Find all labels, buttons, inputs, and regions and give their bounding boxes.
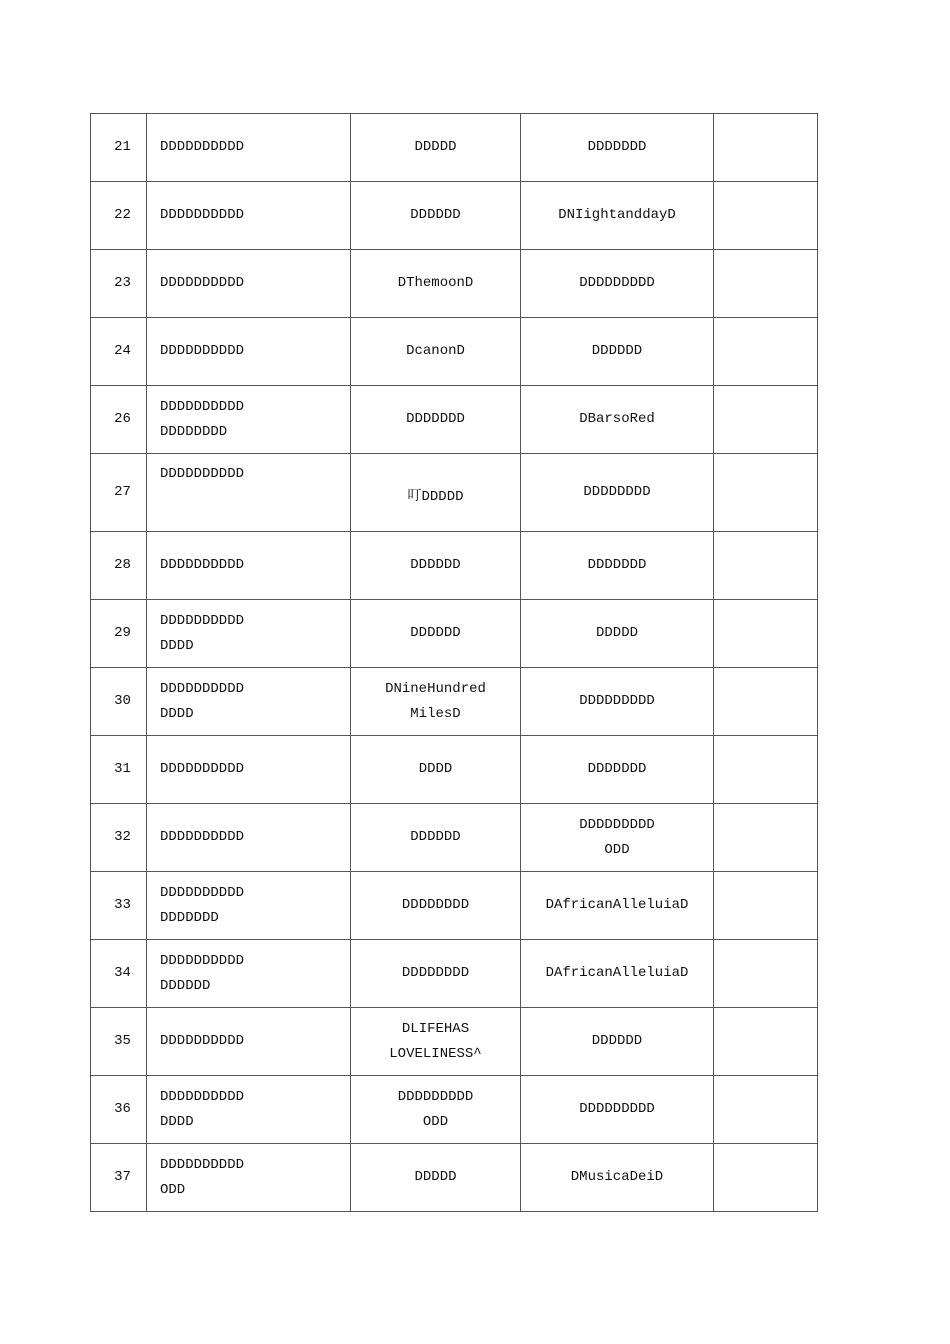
cell-line: MilesD xyxy=(410,705,461,722)
cell-notes xyxy=(714,114,818,182)
cell-detail xyxy=(521,668,714,736)
cell-title xyxy=(147,250,351,318)
row-number: 32 xyxy=(91,804,147,872)
cell-line: DAfricanAlleluiaD xyxy=(545,897,689,913)
cell-piece xyxy=(351,532,521,600)
cell-piece xyxy=(351,454,521,532)
cell-detail xyxy=(521,736,714,804)
cell-notes xyxy=(714,600,818,668)
cell-line: DDDDDDDDDD xyxy=(160,275,245,291)
cell-line: 叮DDDDD xyxy=(407,489,464,505)
row-number: 24 xyxy=(91,318,147,386)
cell-notes xyxy=(714,318,818,386)
cell-piece xyxy=(351,386,521,454)
cell-detail xyxy=(521,114,714,182)
cell-detail xyxy=(521,1144,714,1212)
cell-line: DDDDDDDDD xyxy=(579,816,655,833)
cell-line: DDDDDDDDD xyxy=(579,1101,655,1117)
cell-line: DDDDDDD xyxy=(587,139,647,155)
cell-line: DDDDDD xyxy=(160,977,211,994)
cell-title xyxy=(147,600,351,668)
cell-title xyxy=(147,872,351,940)
cell-detail xyxy=(521,386,714,454)
cell-detail xyxy=(521,250,714,318)
cell-notes xyxy=(714,1076,818,1144)
cell-line: DThemoonD xyxy=(397,275,474,291)
cell-piece xyxy=(351,804,521,872)
table-row xyxy=(91,318,818,386)
cell-notes xyxy=(714,532,818,600)
cell-title xyxy=(147,668,351,736)
cell-line: DDDDDDDD xyxy=(401,897,470,913)
cell-detail xyxy=(521,1008,714,1076)
cell-detail xyxy=(521,532,714,600)
row-number: 28 xyxy=(91,532,147,600)
table-row xyxy=(91,182,818,250)
table-row xyxy=(91,872,818,940)
cell-piece xyxy=(351,250,521,318)
table-row xyxy=(91,1076,818,1144)
cell-line: DDDD xyxy=(160,637,194,654)
row-number: 29 xyxy=(91,600,147,668)
table-row xyxy=(91,114,818,182)
table-row xyxy=(91,250,818,318)
cell-line: DDDD xyxy=(160,1113,194,1130)
table-row xyxy=(91,454,818,532)
cell-line: DDDDDDDD xyxy=(401,965,470,981)
cell-line: DDDD xyxy=(418,761,453,777)
cell-line: ODD xyxy=(422,1113,449,1130)
cell-line: DDDDDDD xyxy=(587,557,647,573)
row-number: 23 xyxy=(91,250,147,318)
cell-detail xyxy=(521,600,714,668)
cell-line: DDDDDDDDD xyxy=(579,693,655,709)
cell-line: DDDDDDDD xyxy=(583,484,651,500)
cell-notes xyxy=(714,250,818,318)
cell-piece xyxy=(351,736,521,804)
row-number: 37 xyxy=(91,1144,147,1212)
row-number: 27 xyxy=(91,454,147,532)
table-row xyxy=(91,600,818,668)
cell-detail xyxy=(521,318,714,386)
cell-notes xyxy=(714,736,818,804)
cell-notes xyxy=(714,1008,818,1076)
cell-detail xyxy=(521,1076,714,1144)
cell-line: ODD xyxy=(604,841,630,858)
cell-title xyxy=(147,386,351,454)
cell-line: DDDDDDD xyxy=(587,761,647,777)
cell-notes xyxy=(714,386,818,454)
cell-line: DDDDDDDDDD xyxy=(160,680,245,697)
cell-line: DDDDDD xyxy=(410,557,461,573)
cell-line: DDDDDDDDDD xyxy=(160,343,245,359)
cell-title xyxy=(147,114,351,182)
cell-line: DDDDDDDDDD xyxy=(160,398,245,415)
cell-title xyxy=(147,182,351,250)
table-row xyxy=(91,1008,818,1076)
cell-piece xyxy=(351,114,521,182)
cell-line: DDDDDDDDDD xyxy=(160,952,245,969)
cell-line: DDDDDDDDDD xyxy=(160,139,245,155)
cell-line: DDDDDDD xyxy=(160,909,219,926)
cell-title xyxy=(147,804,351,872)
table-row xyxy=(91,1144,818,1212)
cell-detail xyxy=(521,454,714,532)
cell-title xyxy=(147,318,351,386)
cell-line: DMusicaDeiD xyxy=(570,1169,664,1185)
cell-line: ODD xyxy=(160,1181,186,1198)
row-number: 35 xyxy=(91,1008,147,1076)
cell-line: DDDDD xyxy=(595,625,638,641)
table-row xyxy=(91,940,818,1008)
cell-piece xyxy=(351,1008,521,1076)
cell-line: DcanonD xyxy=(406,343,465,359)
cell-line: DDDDDDDDDD xyxy=(160,557,245,573)
cell-title xyxy=(147,1144,351,1212)
row-number: 34 xyxy=(91,940,147,1008)
cell-detail xyxy=(521,940,714,1008)
cell-line: DAfricanAlleluiaD xyxy=(545,965,689,981)
row-number: 26 xyxy=(91,386,147,454)
cell-detail xyxy=(521,804,714,872)
row-number: 21 xyxy=(91,114,147,182)
cell-piece xyxy=(351,668,521,736)
cell-notes xyxy=(714,668,818,736)
cell-line: DDDDDD xyxy=(591,343,643,359)
cell-piece xyxy=(351,872,521,940)
table-row xyxy=(91,804,818,872)
cell-line: DDDDDDDDDD xyxy=(160,884,245,901)
table-row xyxy=(91,386,818,454)
cell-piece xyxy=(351,1144,521,1212)
cell-notes xyxy=(714,1144,818,1212)
cell-line: DDDDDD xyxy=(410,625,461,641)
table-row xyxy=(91,668,818,736)
cell-line: DNineHundred xyxy=(385,680,486,697)
table-row xyxy=(91,736,818,804)
cell-line: DDDDDD xyxy=(410,829,461,845)
cell-line: DDDDDDDDDD xyxy=(160,207,245,223)
cell-notes xyxy=(714,454,818,532)
cell-line: DBarsoRed xyxy=(579,411,655,427)
cell-line: DDDDDDDDD xyxy=(579,275,655,291)
row-number: 30 xyxy=(91,668,147,736)
cell-line: DLIFEHAS xyxy=(401,1020,470,1037)
cell-title xyxy=(147,940,351,1008)
row-number: 22 xyxy=(91,182,147,250)
cell-detail xyxy=(521,872,714,940)
cell-notes xyxy=(714,182,818,250)
cell-piece xyxy=(351,600,521,668)
cell-title xyxy=(147,1008,351,1076)
cell-notes xyxy=(714,804,818,872)
cell-detail xyxy=(521,182,714,250)
cell-line: DDDD xyxy=(160,705,194,722)
cell-line: DDDDDDDDDD xyxy=(160,1088,245,1105)
cell-title xyxy=(147,532,351,600)
cell-line: DDDDD xyxy=(414,1169,457,1185)
cell-line: DDDDDDDDDD xyxy=(160,1156,245,1173)
cell-piece xyxy=(351,182,521,250)
cell-line: DDDDDDDDDD xyxy=(160,612,245,629)
cell-title xyxy=(147,1076,351,1144)
document-table xyxy=(90,113,818,1212)
cell-notes xyxy=(714,940,818,1008)
cell-title xyxy=(147,454,351,532)
cell-line: DDDDDDDDDD xyxy=(160,1033,245,1049)
cell-line: DDDDDDDD xyxy=(160,423,228,440)
cell-title xyxy=(147,736,351,804)
cell-line: DDDDDDDDD xyxy=(397,1088,474,1105)
cell-line: DDDDDDDDDD xyxy=(160,466,245,482)
cell-line: DDDDDDDDDD xyxy=(160,761,245,777)
cell-piece xyxy=(351,940,521,1008)
cell-piece xyxy=(351,318,521,386)
cell-notes xyxy=(714,872,818,940)
cell-line: DDDDDDD xyxy=(406,411,465,427)
row-number: 31 xyxy=(91,736,147,804)
row-number: 36 xyxy=(91,1076,147,1144)
row-number: 33 xyxy=(91,872,147,940)
table-body xyxy=(91,114,818,1212)
cell-line: DDDDDD xyxy=(410,207,461,223)
cell-line: DDDDDD xyxy=(591,1033,643,1049)
cell-line: DDDDDDDDDD xyxy=(160,829,245,845)
cell-line: DNIightanddayD xyxy=(558,207,676,223)
cell-piece xyxy=(351,1076,521,1144)
cell-line: LOVELINESS^ xyxy=(389,1045,482,1062)
table-row xyxy=(91,532,818,600)
cell-line: DDDDD xyxy=(414,139,457,155)
